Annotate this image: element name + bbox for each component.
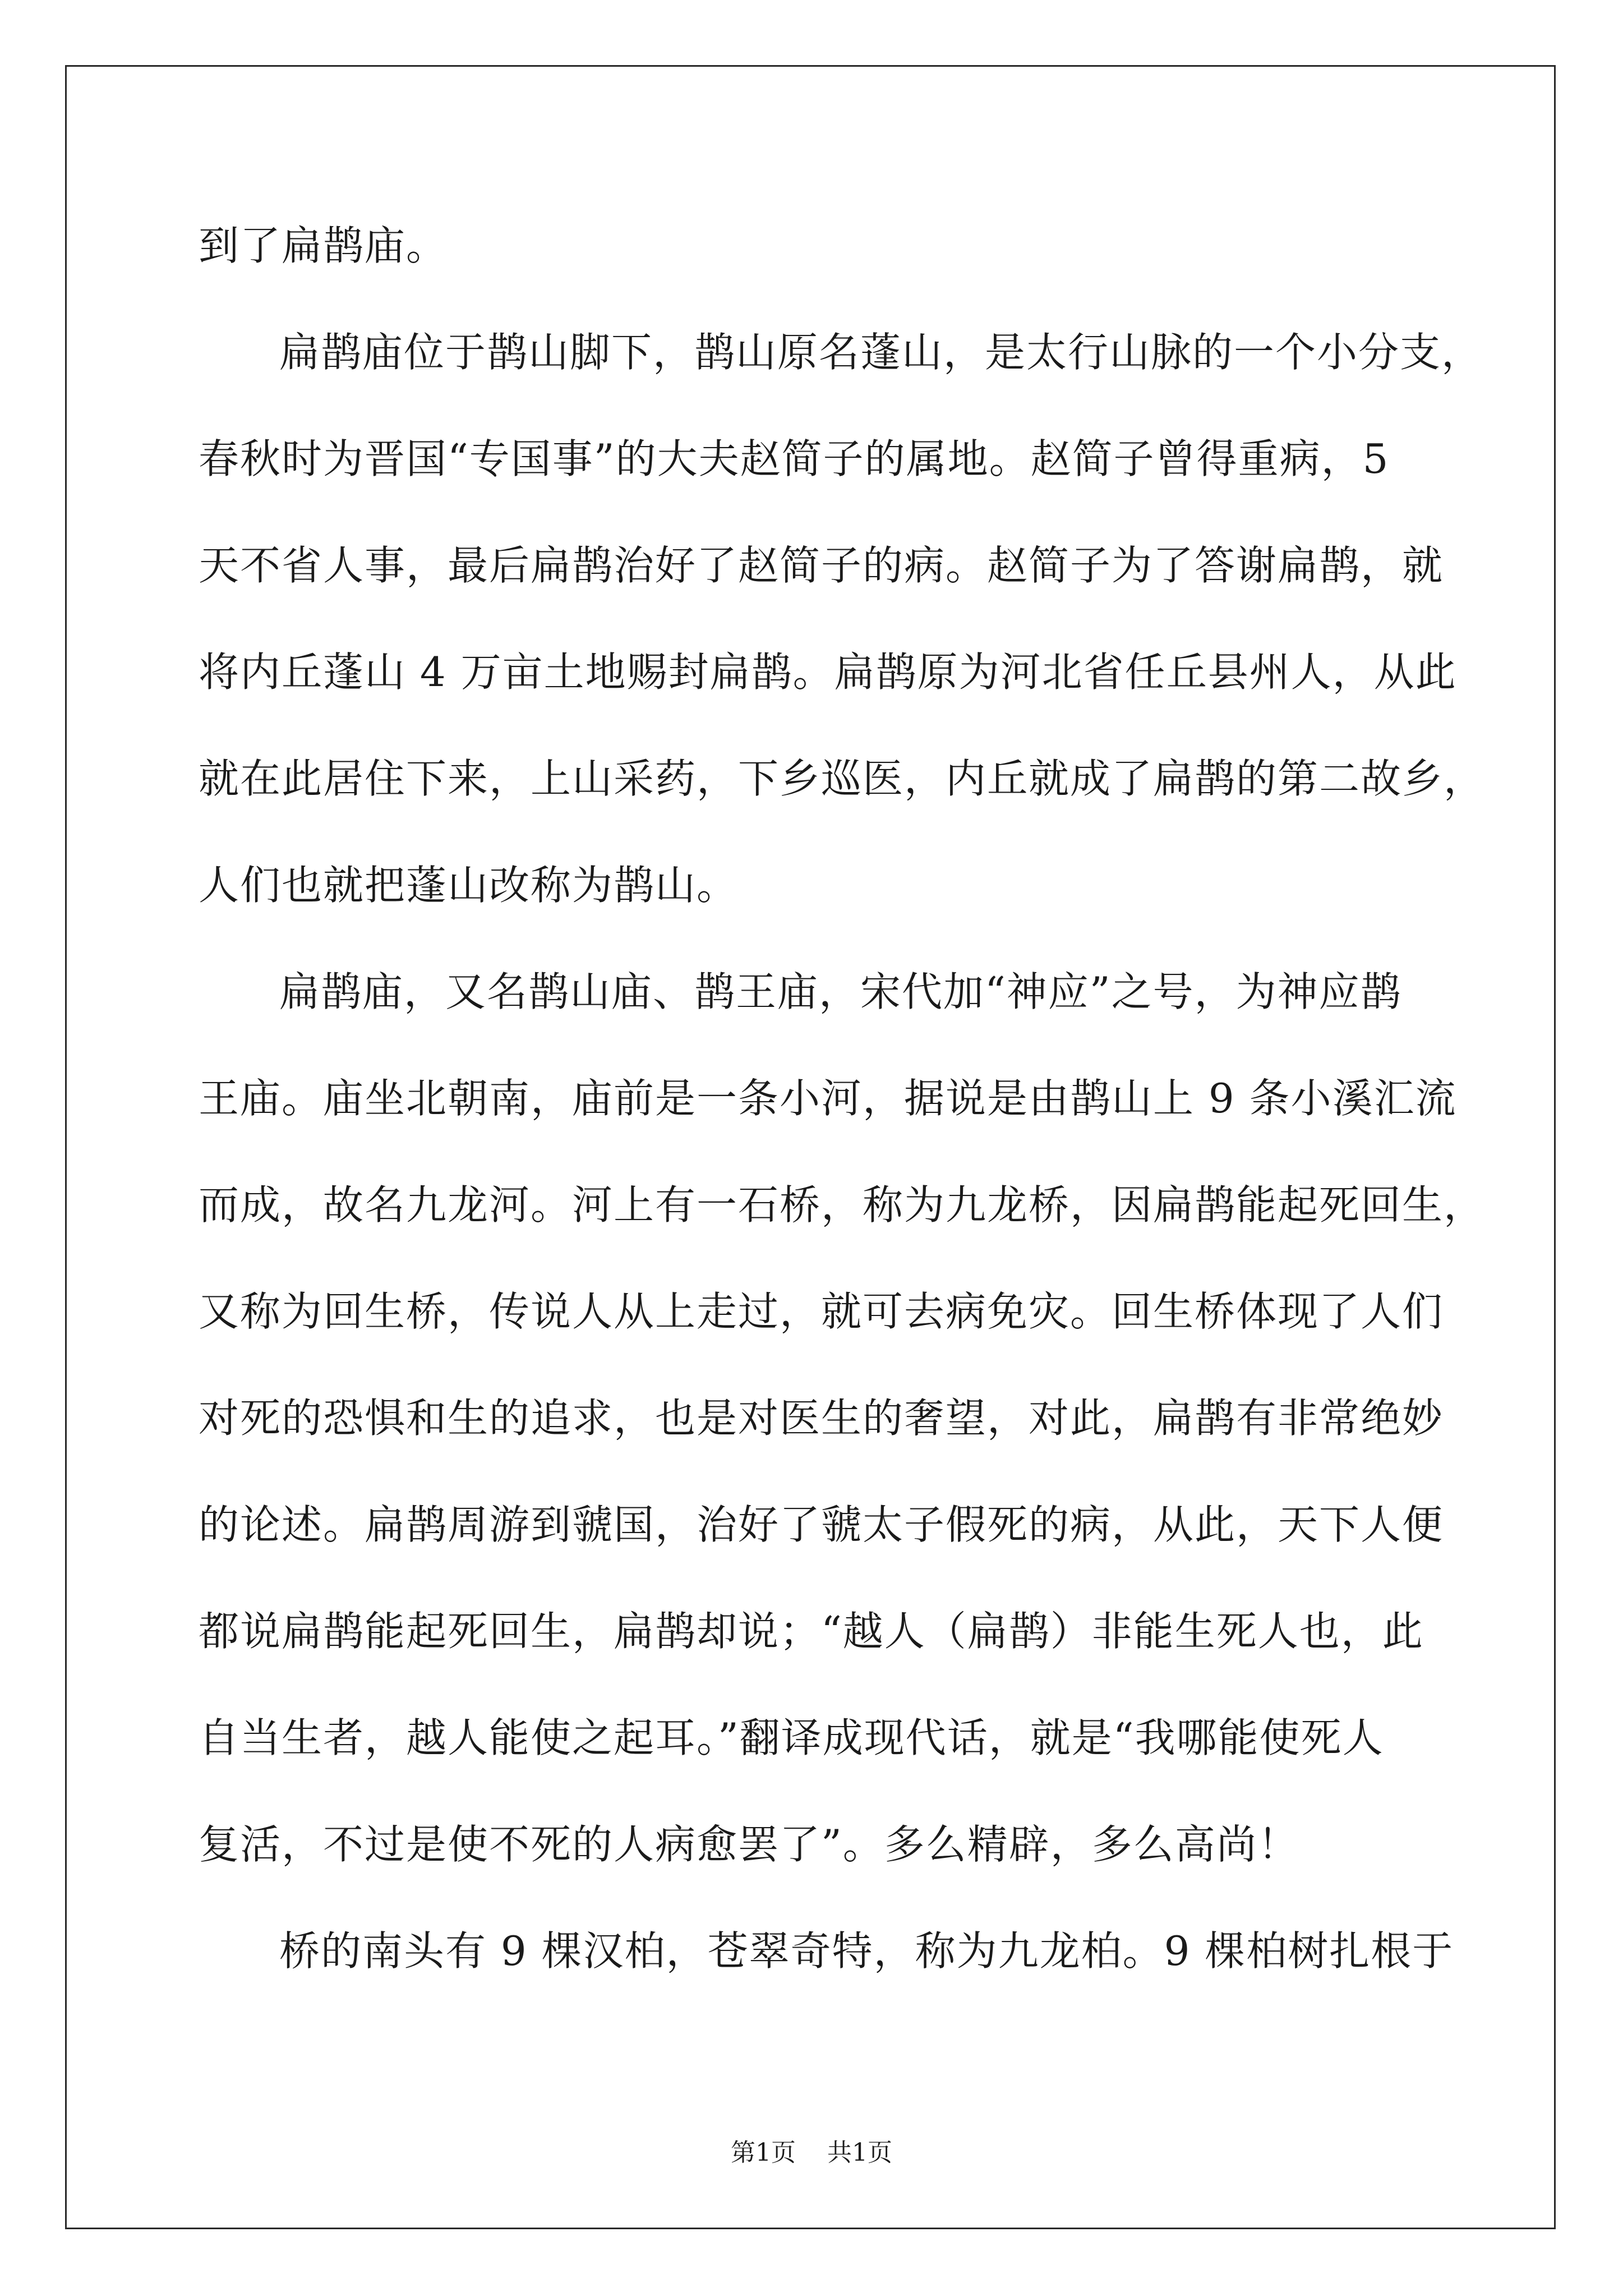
text-line: 就在此居住下来，上山采药，下乡巡医，内丘就成了扁鹊的第二故乡， [199, 755, 1486, 802]
text-line: 又称为回生桥，传说人从上走过，就可去病免灾。回生桥体现了人们 [199, 1288, 1444, 1335]
text-line: 都说扁鹊能起死回生，扁鹊却说；“越人（扁鹊）非能生死人也，此 [199, 1608, 1424, 1655]
text-line: 扁鹊庙位于鹊山脚下，鹊山原名蓬山，是太行山脉的一个小分支， [279, 329, 1483, 376]
text-line: 王庙。庙坐北朝南，庙前是一条小河，据说是由鹊山上 9 条小溪汇流 [199, 1075, 1457, 1122]
text-line: 的论述。扁鹊周游到虢国，治好了虢太子假死的病，从此，天下人便 [199, 1501, 1444, 1548]
text-line: 将内丘蓬山 4 万亩土地赐封扁鹊。扁鹊原为河北省任丘县州人，从此 [199, 648, 1457, 696]
page-number: 第1页 [731, 2138, 796, 2167]
text-line: 桥的南头有 9 棵汉柏，苍翠奇特，称为九龙柏。9 棵柏树扎根于 [279, 1927, 1454, 1975]
text-line: 天不省人事，最后扁鹊治好了赵简子的病。赵简子为了答谢扁鹊，就 [199, 542, 1444, 589]
text-line: 扁鹊庙，又名鹊山庙、鹊王庙，宋代加“神应”之号，为神应鹊 [279, 968, 1402, 1015]
text-line: 复活，不过是使不死的人病愈罢了”。多么精辟，多么高尚！ [199, 1821, 1299, 1868]
page-total: 共1页 [827, 2138, 892, 2167]
text-line: 而成，故名九龙河。河上有一石桥，称为九龙桥，因扁鹊能起死回生， [199, 1181, 1486, 1228]
text-line: 自当生者，越人能使之起耳。”翻译成现代话，就是“我哪能使死人 [199, 1714, 1384, 1761]
text-line: 到了扁鹊庙。 [199, 222, 448, 269]
text-line: 人们也就把蓬山改称为鹊山。 [199, 862, 739, 909]
document-body [199, 212, 1486, 2024]
text-line: 对死的恐惧和生的追求，也是对医生的奢望，对此，扁鹊有非常绝妙 [199, 1395, 1444, 1442]
page-footer [0, 2136, 1623, 2170]
text-line: 春秋时为晋国“专国事”的大夫赵简子的属地。赵简子曾得重病，5 [199, 435, 1390, 482]
